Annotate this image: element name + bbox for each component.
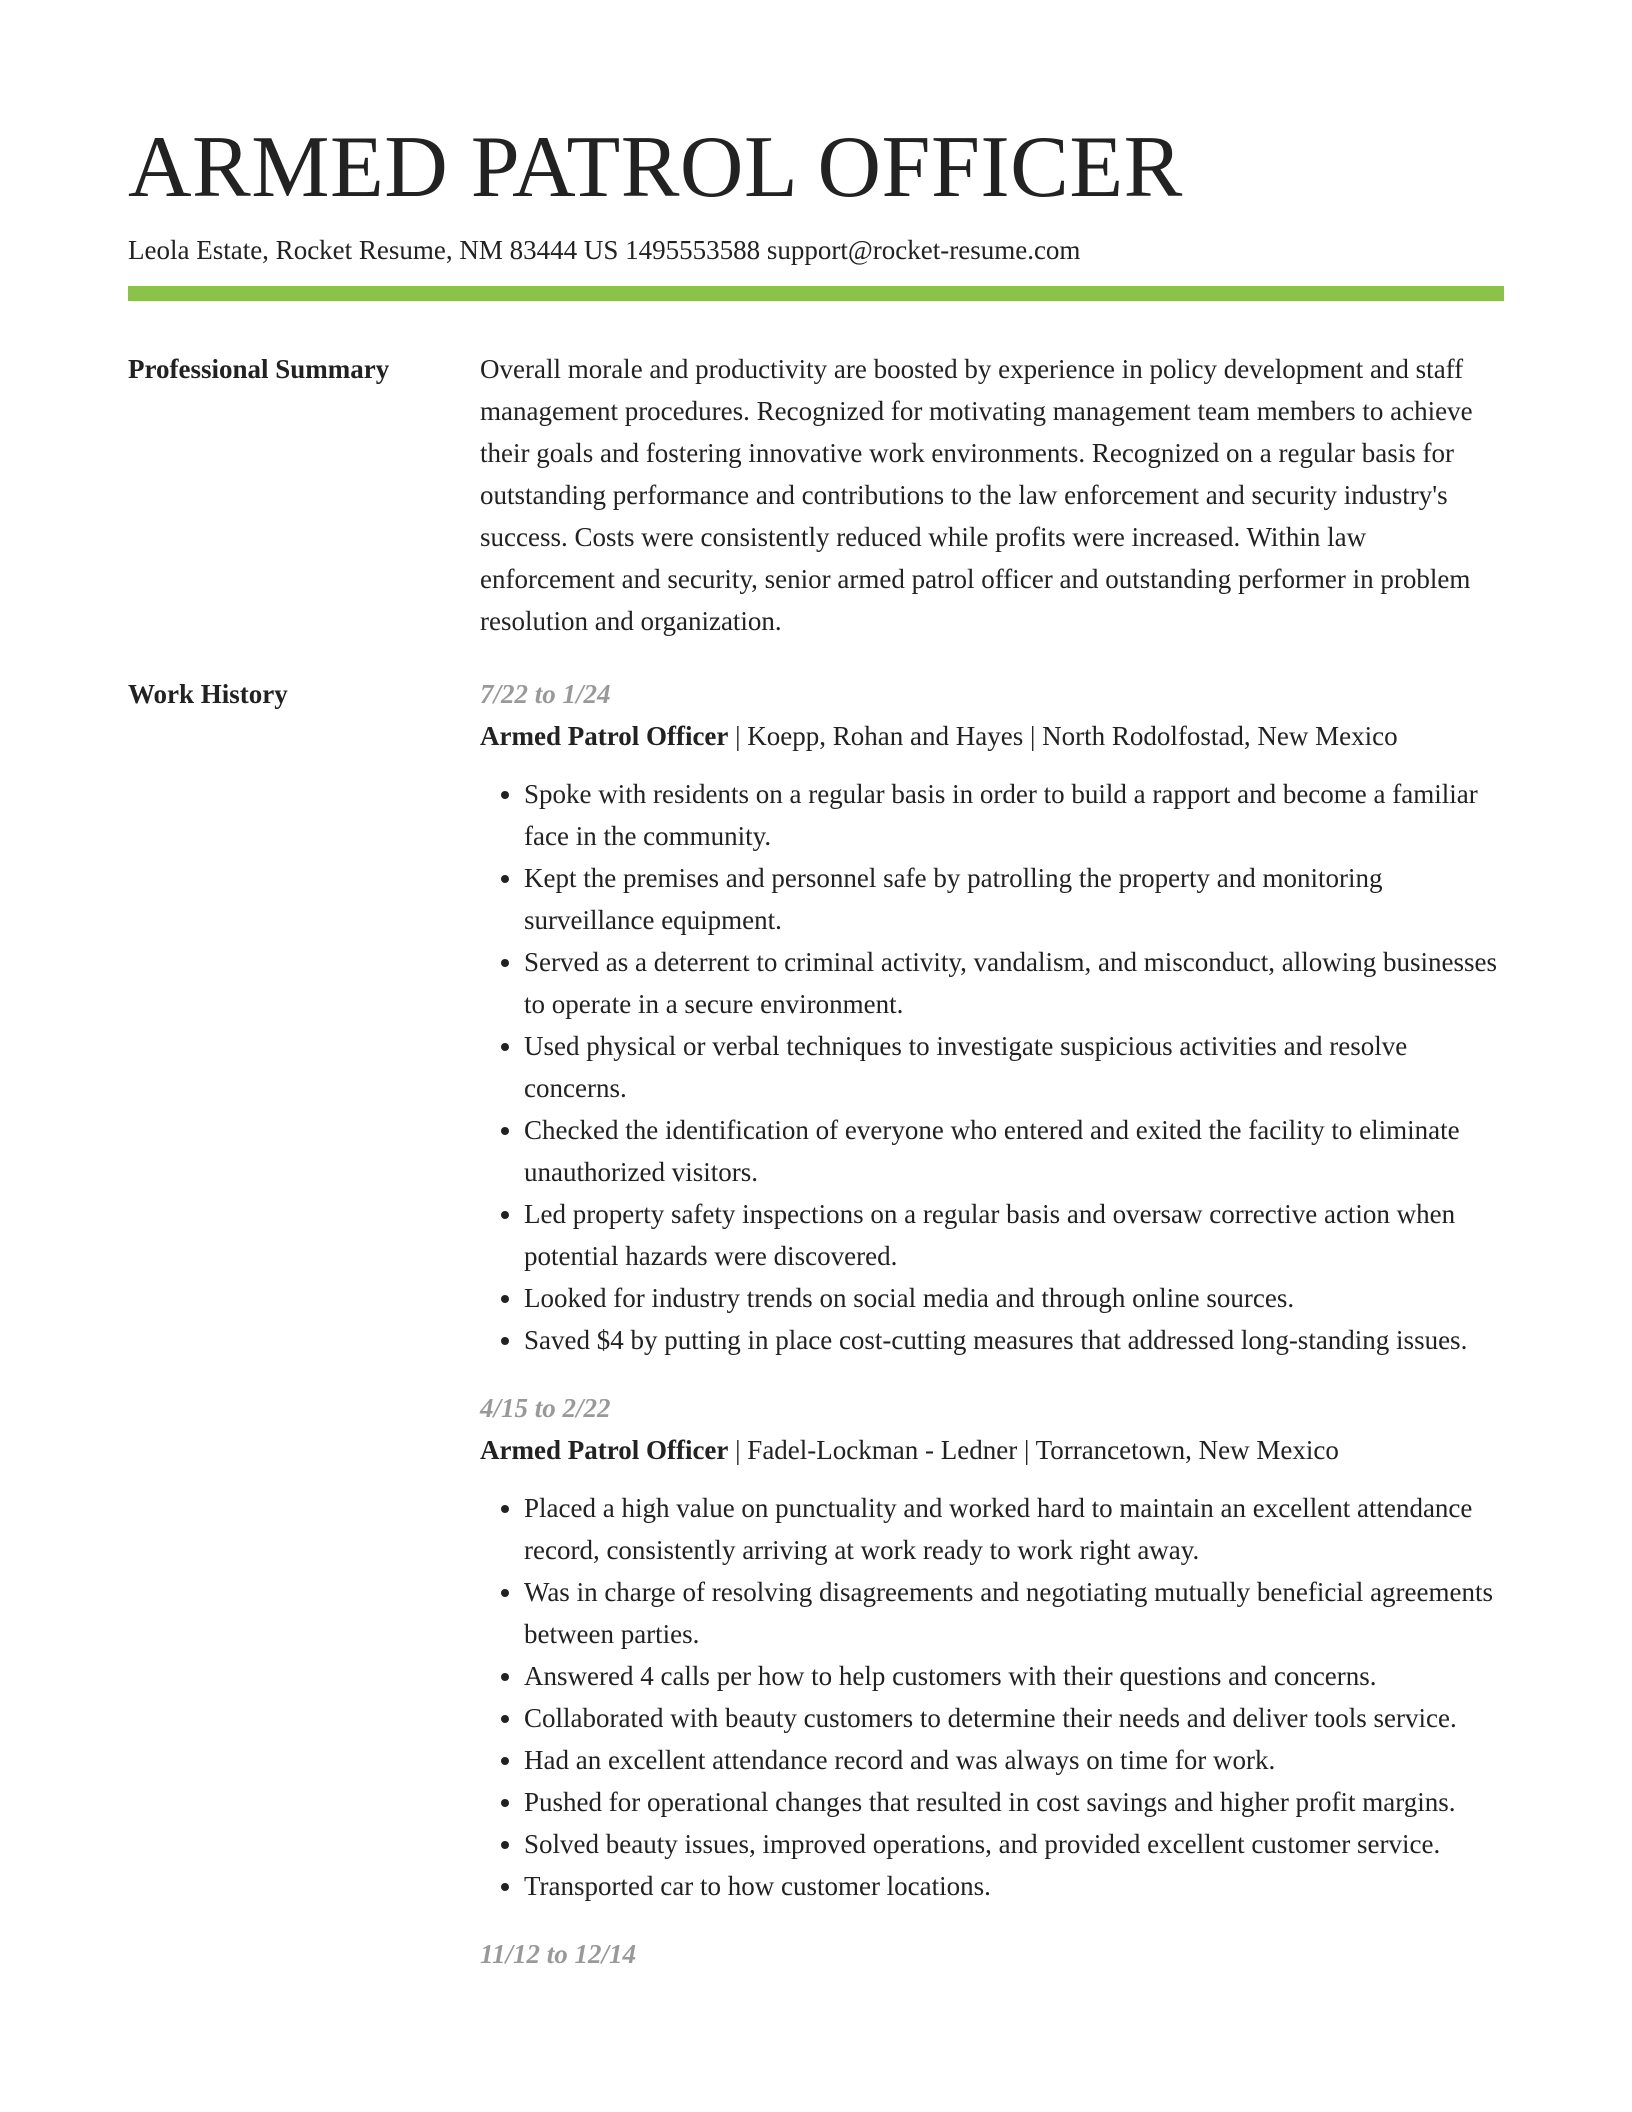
job-header <box>480 715 1504 757</box>
job-details: | Fadel-Lockman - Ledner | Torrancetown, New Mexico <box>728 1435 1339 1465</box>
job-bullet-list <box>480 1487 1504 1907</box>
job-bullet: • Saved $4 by putting in place cost-cutting measures that addressed long-standing issues. <box>524 1319 1504 1361</box>
job-bullet: • Answered 4 calls per how to help customers with their questions and concerns. <box>524 1655 1504 1697</box>
job-bullet: • Was in charge of resolving disagreements and negotiating mutually beneficial agreements between parties. <box>524 1571 1504 1655</box>
job-entry <box>480 673 1504 1361</box>
summary-text: Overall morale and productivity are boosted by experience in policy development and staff management procedures. Recognized for motivating management team members to achieve their goals and fostering innovative work environments. Recognized on a regular basis for outstanding performance and contributions to the law enforcement and security industry's success. Costs were consistently reduced while profits were increased. Within law enforcement and security, senior armed patrol officer and outstanding performer in problem resolution and organization. <box>480 354 1473 636</box>
job-bullet: • Used physical or verbal techniques to investigate suspicious activities and resolve concerns. <box>524 1025 1504 1109</box>
job-title: Armed Patrol Officer <box>480 1435 729 1465</box>
job-bullet: • Solved beauty issues, improved operations, and provided excellent customer service. <box>524 1823 1504 1865</box>
job-entry <box>480 1387 1504 1907</box>
summary-body <box>480 348 1504 642</box>
work-history-body <box>480 673 1504 2001</box>
job-bullet: • Served as a deterrent to criminal activity, vandalism, and misconduct, allowing businesses to operate in a secure environment. <box>524 941 1504 1025</box>
job-bullet: • Led property safety inspections on a regular basis and oversaw corrective action when potential hazards were discovered. <box>524 1193 1504 1277</box>
job-bullet: • Transported car to how customer locations. <box>524 1865 1504 1907</box>
section-label-work-history: Work History <box>128 679 288 709</box>
job-header <box>480 1429 1504 1471</box>
job-bullet: • Pushed for operational changes that resulted in cost savings and higher profit margins. <box>524 1781 1504 1823</box>
job-bullet: • Checked the identification of everyone who entered and exited the facility to eliminate unauthorized visitors. <box>524 1109 1504 1193</box>
resume-title: ARMED PATROL OFFICER <box>128 119 1183 216</box>
job-bullet: • Looked for industry trends on social media and through online sources. <box>524 1277 1504 1319</box>
job-bullet: • Had an excellent attendance record and was always on time for work. <box>524 1739 1504 1781</box>
job-bullet: • Spoke with residents on a regular basis in order to build a rapport and become a familiar face in the community. <box>524 773 1504 857</box>
job-bullet: • Placed a high value on punctuality and worked hard to maintain an excellent attendance record, consistently arriving at work ready to work right away. <box>524 1487 1504 1571</box>
job-dates: 11/12 to 12/14 <box>480 1939 637 1969</box>
job-dates: 4/15 to 2/22 <box>480 1393 611 1423</box>
job-bullet-list <box>480 773 1504 1361</box>
contact-line: Leola Estate, Rocket Resume, NM 83444 US 1495553588 support@rocket-resume.com <box>128 235 1081 265</box>
job-dates: 7/22 to 1/24 <box>480 679 611 709</box>
section-label-summary: Professional Summary <box>128 354 390 384</box>
job-entry <box>480 1933 1504 1975</box>
job-bullet: • Collaborated with beauty customers to determine their needs and deliver tools service. <box>524 1697 1504 1739</box>
job-title: Armed Patrol Officer <box>480 721 729 751</box>
accent-divider <box>128 286 1504 301</box>
job-details: | Koepp, Rohan and Hayes | North Rodolfostad, New Mexico <box>728 721 1398 751</box>
job-bullet: • Kept the premises and personnel safe by patrolling the property and monitoring surveillance equipment. <box>524 857 1504 941</box>
